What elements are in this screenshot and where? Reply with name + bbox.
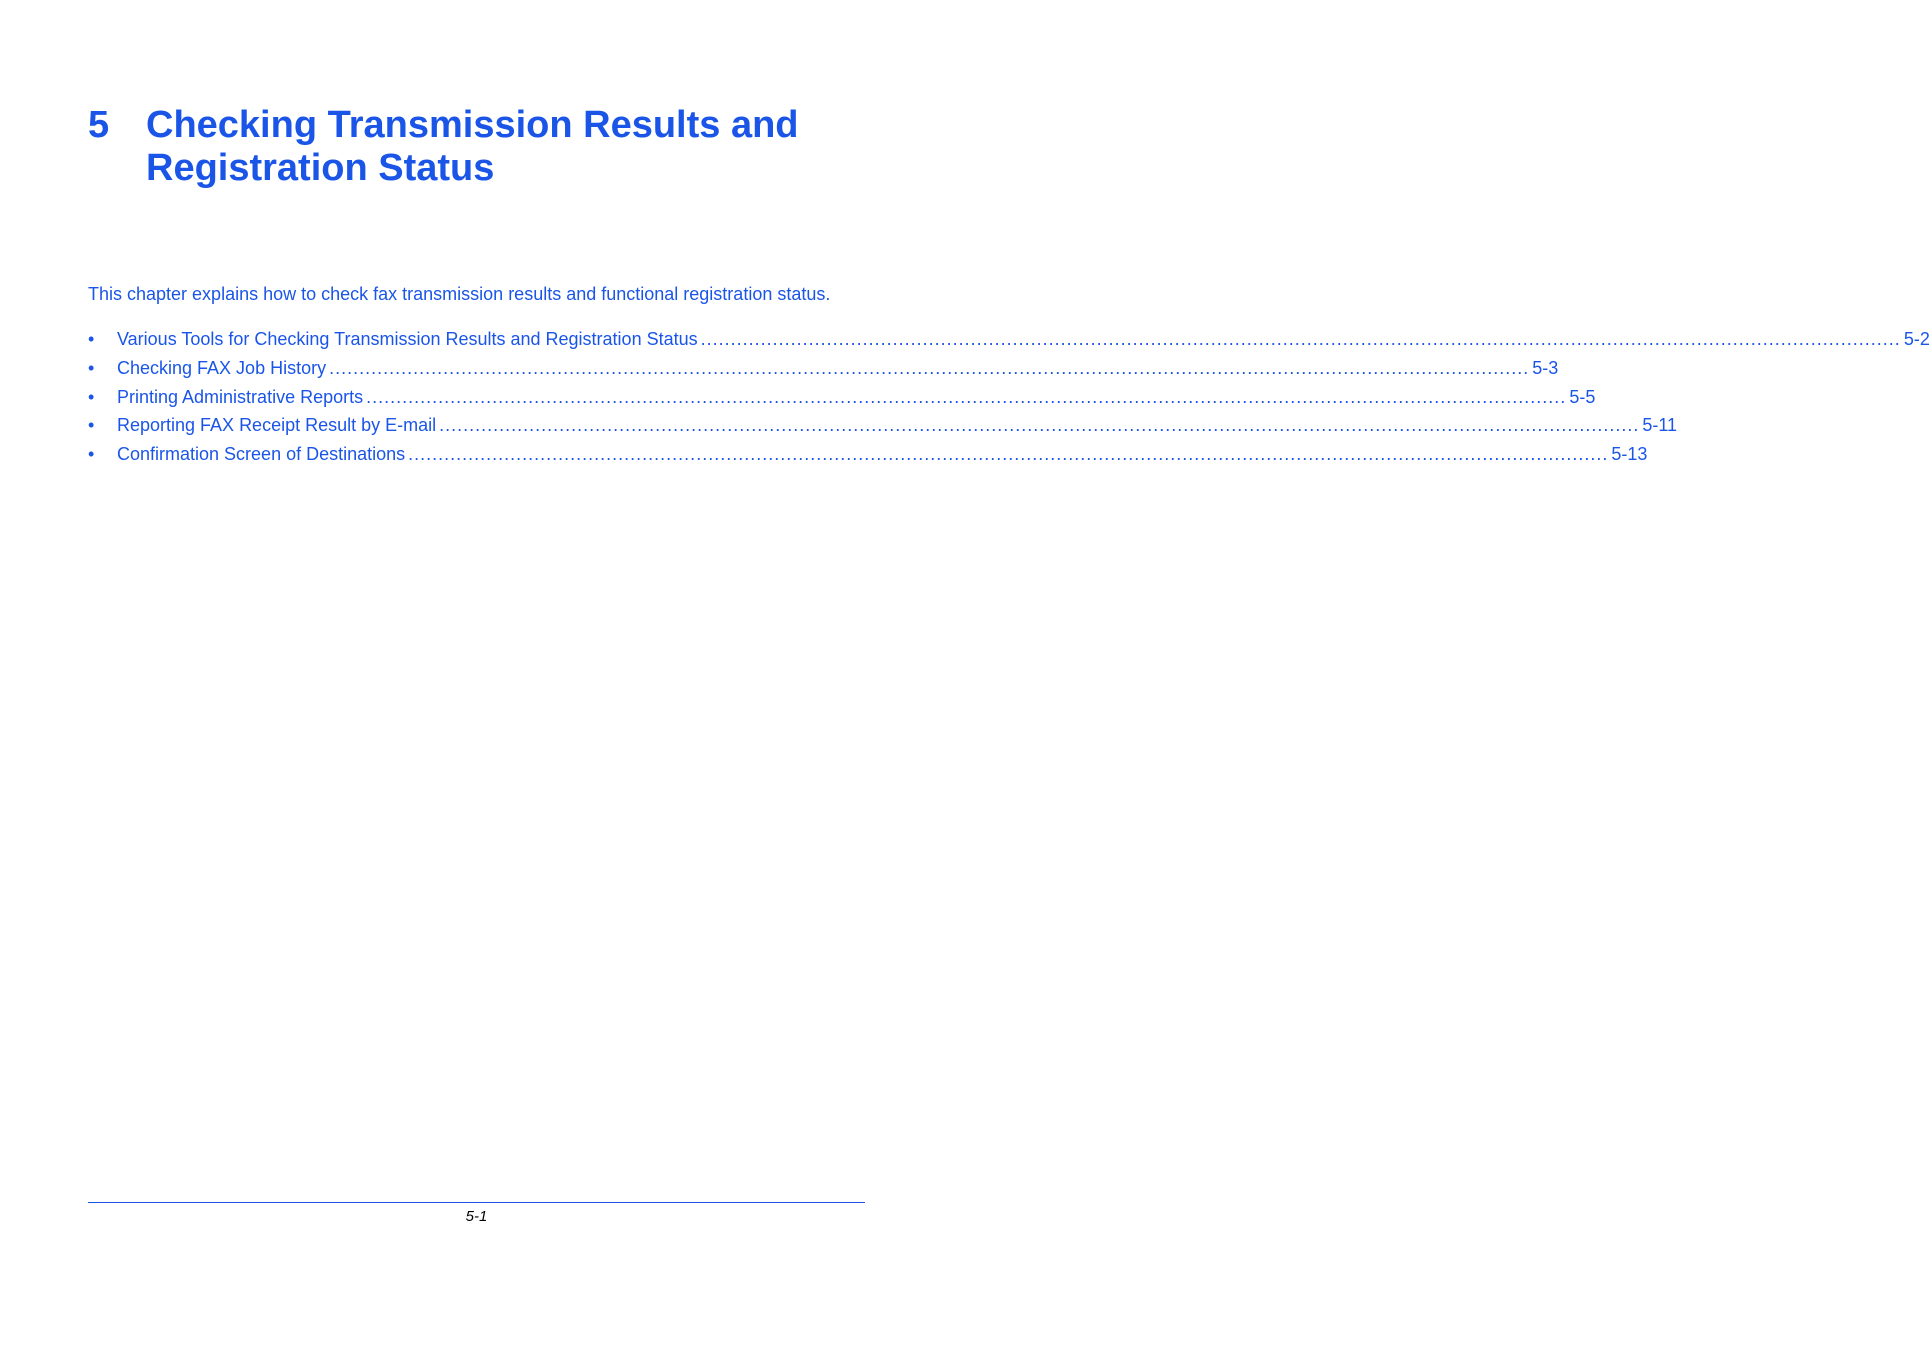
toc-item[interactable] [88,443,1648,472]
chapter-number: 5 [88,104,110,146]
chapter-title: Checking Transmission Results and Registration Status [146,104,799,189]
toc-page-number[interactable]: 5-5 [1569,386,1596,407]
toc-bullet: • [88,415,95,436]
toc-bullet: • [88,329,95,349]
toc-leader-dots: ........................................................................................................................................................................................................ [408,444,1609,464]
toc-bullet: • [88,357,95,378]
toc-item[interactable] [88,386,1596,415]
toc-bullet: • [88,444,95,464]
toc-item[interactable] [88,328,1930,357]
toc-leader-dots: ........................................................................................................................................................................................................ [700,329,1901,349]
toc-item[interactable] [88,414,1678,443]
toc-leader-dots: ........................................................................................................................................................................................................ [439,415,1640,436]
toc-bullet: • [88,386,95,407]
toc-link[interactable]: Checking FAX Job History [117,357,327,378]
toc-leader-dots: ........................................................................................................................................................................................................ [366,386,1567,407]
toc-link[interactable]: Various Tools for Checking Transmission Results and Registration Status [117,329,698,349]
toc-page-number[interactable]: 5-3 [1532,357,1559,378]
toc-page-number[interactable]: 5-11 [1642,415,1678,436]
toc-link[interactable]: Confirmation Screen of Destinations [117,444,406,464]
chapter-toc [88,328,1930,472]
footer-divider [88,1202,865,1203]
toc-link[interactable]: Printing Administrative Reports [117,386,364,407]
toc-item[interactable] [88,357,1559,386]
toc-page-number[interactable]: 5-13 [1611,444,1648,464]
toc-leader-dots: ........................................................................................................................................................................................................ [329,357,1530,378]
toc-link[interactable]: Reporting FAX Receipt Result by E-mail [117,415,437,436]
page-number: 5-1 [465,1208,488,1225]
chapter-intro: This chapter explains how to check fax transmission results and functional registration status. [88,284,831,304]
toc-page-number[interactable]: 5-2 [1903,329,1930,349]
